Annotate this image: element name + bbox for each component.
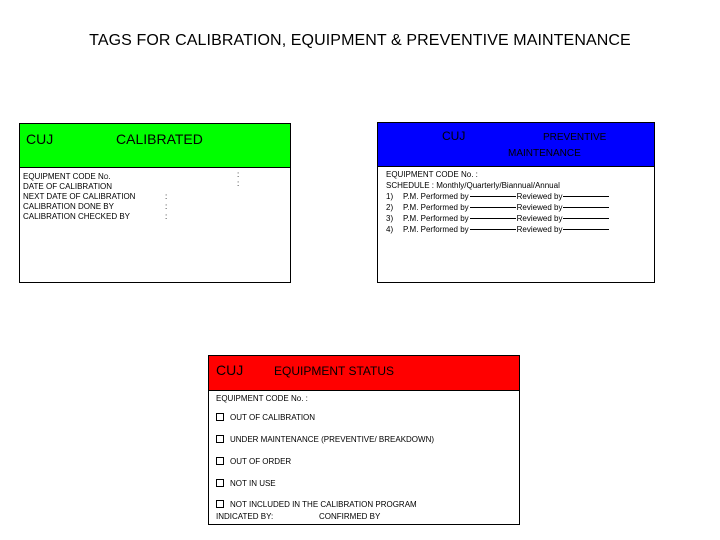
pm-reviewed-label: Reviewed by bbox=[516, 225, 563, 234]
signature-line bbox=[563, 196, 609, 197]
pm-performed-label: P.M. Performed by bbox=[403, 214, 469, 223]
cal-field-equipment-code: EQUIPMENT CODE No. bbox=[23, 172, 111, 181]
page-title: TAGS FOR CALIBRATION, EQUIPMENT & PREVENTIVE MAINTENANCE bbox=[89, 32, 631, 49]
pm-equipment-code-label: EQUIPMENT CODE No. : bbox=[386, 170, 478, 179]
pm-row bbox=[386, 224, 610, 235]
calibrated-tag-body bbox=[20, 168, 290, 282]
pm-reviewed-label: Reviewed by bbox=[516, 214, 563, 223]
status-option-label: OUT OF ORDER bbox=[230, 457, 292, 466]
pm-row-number: 1) bbox=[386, 192, 394, 201]
preventive-tag-title: PREVENTIVE bbox=[543, 132, 607, 143]
pm-row bbox=[386, 213, 610, 224]
checkbox[interactable] bbox=[216, 435, 224, 443]
cal-colon: : bbox=[237, 179, 240, 188]
signature-line bbox=[470, 229, 516, 230]
status-tag-org: CUJ bbox=[216, 362, 244, 378]
pm-performed-label: P.M. Performed by bbox=[403, 203, 469, 212]
status-option bbox=[216, 435, 434, 445]
pm-row bbox=[386, 202, 610, 213]
status-option-label: UNDER MAINTENANCE (PREVENTIVE/ BREAKDOWN) bbox=[230, 435, 435, 444]
cal-colon: : bbox=[165, 192, 168, 201]
pm-reviewed-label: Reviewed by bbox=[516, 192, 563, 201]
checkbox[interactable] bbox=[216, 413, 224, 421]
pm-row-number: 4) bbox=[386, 225, 394, 234]
calibrated-tag-header bbox=[20, 124, 290, 168]
status-option bbox=[216, 500, 417, 510]
calibrated-tag-org: CUJ bbox=[26, 131, 54, 147]
signature-line bbox=[470, 196, 516, 197]
status-tag-title: EQUIPMENT STATUS bbox=[274, 364, 395, 378]
cal-colon: : bbox=[237, 170, 240, 179]
pm-reviewed-label: Reviewed by bbox=[516, 203, 563, 212]
status-confirmed-by: CONFIRMED BY bbox=[319, 512, 381, 521]
status-option-label: OUT OF CALIBRATION bbox=[230, 413, 316, 422]
cal-colon: : bbox=[165, 202, 168, 211]
signature-line bbox=[563, 207, 609, 208]
preventive-tag-org: CUJ bbox=[442, 129, 466, 143]
status-option-label: NOT INCLUDED IN THE CALIBRATION PROGRAM bbox=[230, 500, 417, 509]
signature-line bbox=[563, 218, 609, 219]
status-indicated-by: INDICATED BY: bbox=[216, 512, 274, 521]
signature-line bbox=[563, 229, 609, 230]
status-tag-header bbox=[209, 356, 519, 391]
cal-field-date: DATE OF CALIBRATION bbox=[23, 182, 113, 191]
pm-performed-label: P.M. Performed by bbox=[403, 225, 469, 234]
signature-line bbox=[470, 207, 516, 208]
pm-row bbox=[386, 191, 610, 202]
pm-schedule-label: SCHEDULE : Monthly/Quarterly/Biannual/Annual bbox=[386, 181, 560, 190]
calibrated-tag bbox=[19, 123, 291, 283]
status-option bbox=[216, 457, 291, 467]
equipment-status-tag bbox=[208, 355, 520, 525]
checkbox[interactable] bbox=[216, 500, 224, 508]
preventive-tag-title-line2: MAINTENANCE bbox=[508, 148, 581, 159]
status-option bbox=[216, 413, 315, 423]
status-tag-body bbox=[209, 391, 519, 524]
status-option bbox=[216, 479, 276, 489]
cal-field-checked-by: CALIBRATION CHECKED BY bbox=[23, 212, 130, 221]
checkbox[interactable] bbox=[216, 479, 224, 487]
pm-row-number: 2) bbox=[386, 203, 394, 212]
preventive-tag bbox=[377, 122, 655, 283]
cal-colon: : bbox=[165, 212, 168, 221]
status-option-label: NOT IN USE bbox=[230, 479, 276, 488]
preventive-tag-header bbox=[378, 123, 654, 167]
status-equipment-code-label: EQUIPMENT CODE No. : bbox=[216, 394, 308, 403]
cal-field-done-by: CALIBRATION DONE BY bbox=[23, 202, 114, 211]
pm-row-number: 3) bbox=[386, 214, 394, 223]
calibrated-tag-title: CALIBRATED bbox=[116, 131, 203, 147]
cal-field-next-date: NEXT DATE OF CALIBRATION bbox=[23, 192, 136, 201]
checkbox[interactable] bbox=[216, 457, 224, 465]
pm-performed-label: P.M. Performed by bbox=[403, 192, 469, 201]
preventive-tag-body bbox=[378, 167, 654, 282]
signature-line bbox=[470, 218, 516, 219]
